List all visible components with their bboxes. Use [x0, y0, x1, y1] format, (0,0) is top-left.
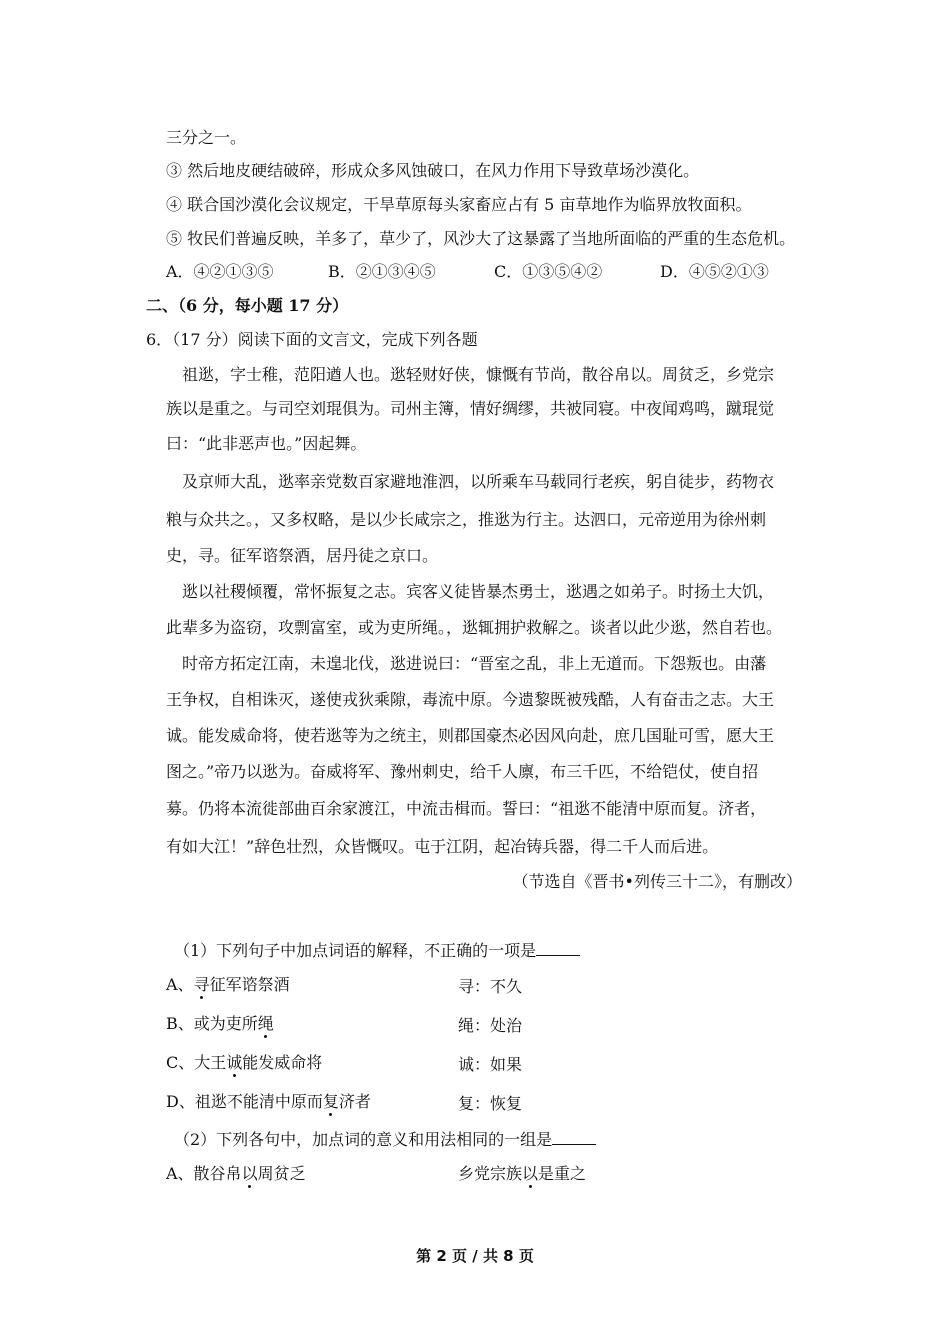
- passage-line: 诚。能发威命将，使若逖等为之统主，则郡国豪杰必因风向赴，庶几国耻可雪，愿大王: [166, 726, 775, 745]
- option-prefix: B、或为吏所: [166, 1014, 258, 1033]
- q1-gloss-a: 寻：不久: [458, 977, 523, 996]
- passage-line: 史，寻。征军谘祭酒，居丹徒之京口。: [166, 546, 439, 565]
- passage-line: 逖以社稷倾覆，常怀振复之志。宾客义徒皆暴杰勇士，逖遇之如弟子。时扬土大饥，: [182, 582, 775, 601]
- question-1-text: （1）下列句子中加点词语的解释，不正确的一项是: [174, 941, 537, 960]
- passage-line: 此辈多为盗窃，攻剽富室，或为吏所绳。，逖辄拥护救解之。谈者以此少逖，然自若也。: [166, 618, 783, 637]
- option-suffix: 征军谘祭酒: [209, 975, 290, 994]
- option-a: A．④②①③⑤: [166, 262, 274, 281]
- question-6-title: 6．（17 分）阅读下面的文言文，完成下列各题: [146, 330, 478, 349]
- text-line: 三分之一。: [166, 128, 247, 147]
- q2-option-a-right: [458, 1163, 586, 1185]
- passage-line: 祖逖，字士稚，范阳遒人也。逖轻财好侠，慷慨有节尚，散谷帛以。周贫乏，乡党宗: [182, 365, 775, 384]
- question-2-text: （2）下列各句中，加点词的意义和用法相同的一组是: [174, 1130, 553, 1149]
- q1-option-d: [166, 1091, 371, 1113]
- passage-line: 图之。”帝乃以逖为。奋威将军、豫州刺史，给千人廪，布三千匹，不给铠仗，使自招: [166, 762, 759, 781]
- q1-option-c: [166, 1052, 322, 1074]
- section-heading: 二、（6 分，每小题 17 分）: [146, 296, 349, 315]
- option-prefix: D、祖逖不能清中原而: [166, 1092, 323, 1111]
- text-line: ④ 联合国沙漠化会议规定，干旱草原每头家畜应占有 5 亩草地作为临界放牧面积。: [166, 195, 752, 214]
- q1-option-a: [166, 974, 290, 996]
- option-c: C．①③⑤④②: [494, 262, 603, 281]
- dotted-word: 以: [241, 1164, 258, 1183]
- text-line: ③ 然后地皮硬结破碎，形成众多风蚀破口，在风力作用下导致草场沙漠化。: [166, 161, 700, 180]
- answer-blank[interactable]: [536, 940, 580, 956]
- passage-line: 有如大江！”辞色壮烈，众皆慨叹。屯于江阴，起冶铸兵器，得二千人而后进。: [166, 837, 719, 856]
- option-suffix: 是重之: [538, 1164, 587, 1183]
- passage-line: 及京师大乱，逖率亲党数百家避地淮泗，以所乘车马载同行老疾，躬自徒步，药物衣: [182, 472, 775, 491]
- dotted-word: 复: [322, 1092, 339, 1111]
- page-footer: 第 2 页 / 共 8 页: [416, 1247, 534, 1265]
- option-b: B．②①③④⑤: [328, 262, 436, 281]
- dotted-word: 以: [522, 1164, 539, 1183]
- passage-line: 粮与众共之。，又多权略，是以少长咸宗之，推逖为行主。达泗口，元帝逆用为徐州刺: [166, 510, 767, 529]
- q1-option-b: [166, 1013, 274, 1035]
- question-2-stem: [174, 1129, 596, 1151]
- option-prefix: A、: [166, 975, 194, 994]
- dotted-word: 诚: [226, 1053, 243, 1072]
- option-d: D．④⑤②①③: [660, 262, 769, 281]
- option-prefix: A、散谷帛: [166, 1164, 242, 1183]
- q1-gloss-c: 诚：如果: [458, 1055, 523, 1074]
- option-suffix: 济者: [338, 1092, 371, 1111]
- passage-line: 王争权，自相诛灭，遂使戎狄乘隙，毒流中原。今遗黎既被残酷，人有奋击之志。大王: [166, 690, 775, 709]
- q1-gloss-d: 复：恢复: [458, 1094, 523, 1113]
- source-note: （节选自《晋书•列传三十二》，有删改）: [512, 872, 802, 891]
- option-prefix: C、大王: [166, 1053, 227, 1072]
- passage-line: 募。仍将本流徙部曲百余家渡江，中流击楫而。誓曰：“祖逖不能清中原而复。济者，: [166, 799, 767, 818]
- passage-line: 曰：“此非恶声也。”因起舞。: [166, 434, 367, 453]
- answer-options: [166, 261, 806, 283]
- option-suffix: 周贫乏: [257, 1164, 306, 1183]
- answer-blank[interactable]: [552, 1129, 596, 1145]
- dotted-word: 寻: [193, 975, 210, 994]
- text-line: ⑤ 牧民们普遍反映，羊多了，草少了，风沙大了这暴露了当地所面临的严重的生态危机。: [166, 229, 796, 248]
- q1-gloss-b: 绳：处治: [458, 1016, 523, 1035]
- question-1-stem: [174, 940, 580, 962]
- passage-line: 时帝方拓定江南，未遑北伐，逖进说曰：“晋室之乱，非上无道而。下怨叛也。由藩: [182, 654, 767, 673]
- option-prefix: 乡党宗族: [458, 1164, 523, 1183]
- dotted-word: 绳: [257, 1014, 274, 1033]
- option-suffix: 能发威命将: [242, 1053, 323, 1072]
- q2-option-a: [166, 1163, 306, 1185]
- passage-line: 族以是重之。与司空刘琨俱为。司州主簿，情好绸缪，共被同寝。中夜闻鸡鸣，蹴琨觉: [166, 399, 775, 418]
